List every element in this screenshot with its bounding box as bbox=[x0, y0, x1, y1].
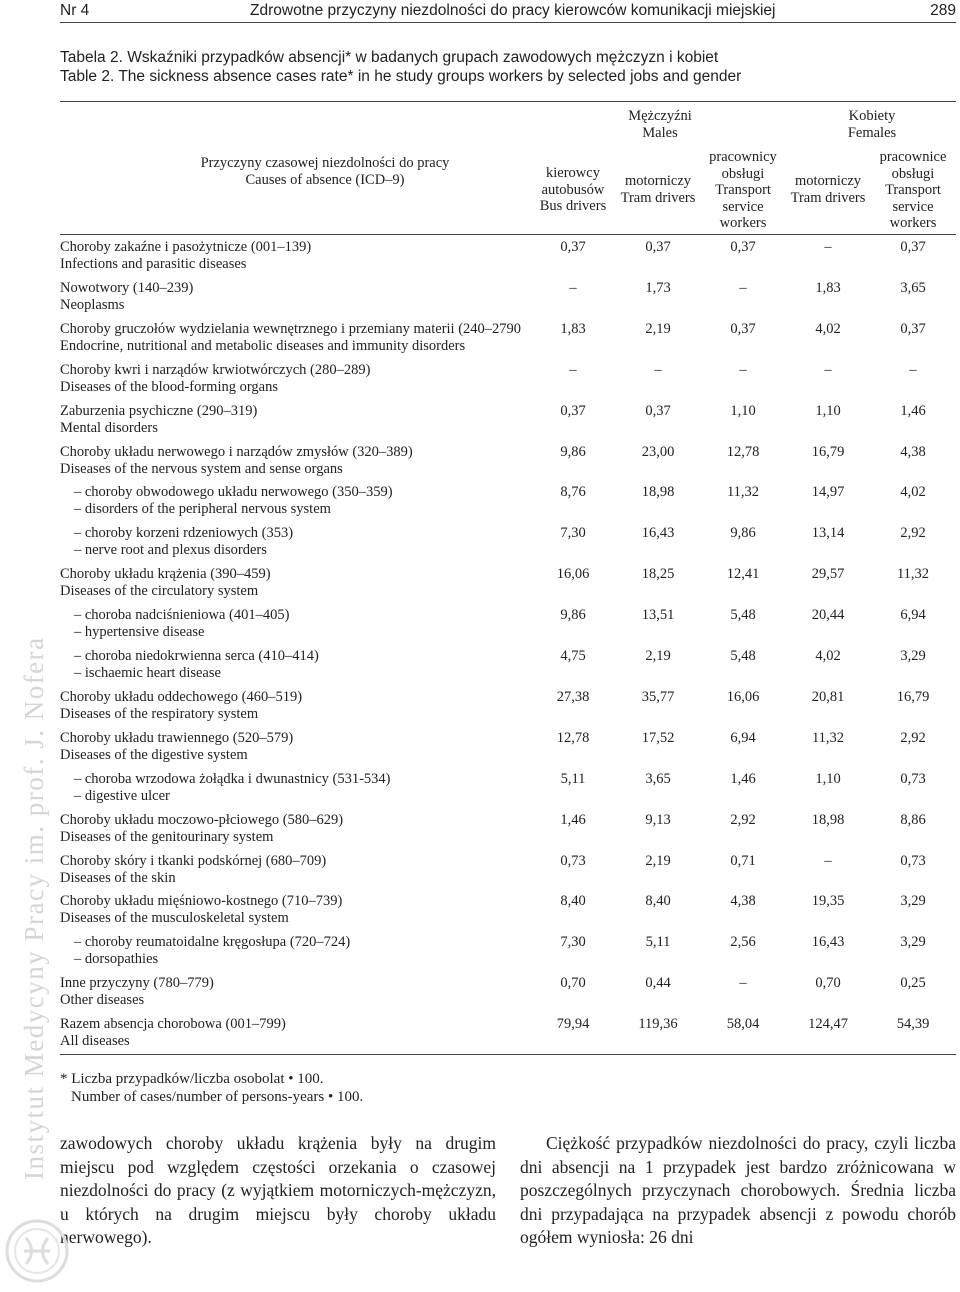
table-cell: 2,92 bbox=[900, 525, 926, 541]
table-cell: 0,70 bbox=[815, 975, 841, 991]
row-label-en: Diseases of the respiratory system bbox=[60, 705, 259, 722]
table-cell: 12,78 bbox=[726, 444, 760, 460]
row-label-en: – ischaemic heart disease bbox=[74, 664, 221, 681]
table-cell: – bbox=[739, 362, 747, 378]
row-label-pl: – choroba wrzodowa żołądka i dwunastnicy (531-534) bbox=[74, 771, 391, 787]
group-males-pl: Mężczyźni bbox=[628, 108, 692, 124]
row-label-en: Infections and parasitic diseases bbox=[60, 255, 247, 272]
table-row-label bbox=[60, 362, 540, 395]
table-cell: – bbox=[824, 362, 832, 378]
row-label-en: Diseases of the circulatory system bbox=[60, 582, 259, 599]
table-cell: 9,86 bbox=[560, 444, 586, 460]
institute-watermark bbox=[12, 590, 52, 1190]
table-cell: 1,46 bbox=[900, 403, 926, 419]
table-cell: 1,83 bbox=[560, 321, 586, 337]
table-cell: 0,37 bbox=[900, 239, 926, 255]
table-cell: 0,73 bbox=[560, 853, 586, 869]
table-cell: 17,52 bbox=[641, 730, 675, 746]
table-cell: 5,11 bbox=[645, 934, 671, 950]
table-cell: 58,04 bbox=[726, 1016, 760, 1032]
table-cell: 3,65 bbox=[645, 771, 671, 787]
row-label-pl: Nowotwory (140–239) bbox=[60, 280, 194, 296]
page-number: 289 bbox=[930, 2, 956, 19]
table-footnote bbox=[60, 1070, 363, 1106]
table-cell: 0,37 bbox=[645, 239, 671, 255]
table-cell: 0,37 bbox=[730, 239, 756, 255]
table-cell: 23,00 bbox=[641, 444, 675, 460]
column-header-line: workers bbox=[889, 215, 937, 231]
body-text-left: zawodowych choroby układu krążenia były na drugim miejscu pod względem częstości orzekania o czasowej niezdolności do pracy (z wyjątkiem motorniczych-mężczyzn, u których na drugim miejscu były choroby układu nerwowego). bbox=[60, 1133, 496, 1247]
row-label-pl: Choroby układu krążenia (390–459) bbox=[60, 566, 271, 582]
table-row-label bbox=[74, 934, 554, 967]
table-cell: 11,32 bbox=[896, 566, 930, 582]
table-cell: – bbox=[909, 362, 917, 378]
table-cell: 16,79 bbox=[896, 689, 930, 705]
table-cell: 0,73 bbox=[900, 771, 926, 787]
table-cell: 1,73 bbox=[645, 280, 671, 296]
table-cell: 9,13 bbox=[645, 812, 671, 828]
row-label-en: Other diseases bbox=[60, 991, 145, 1008]
row-label-pl: Zaburzenia psychiczne (290–319) bbox=[60, 403, 258, 419]
table-row-label bbox=[60, 730, 540, 763]
table-cell: 16,06 bbox=[726, 689, 760, 705]
row-label-pl: – choroba niedokrwienna serca (410–414) bbox=[74, 648, 319, 664]
column-header-line: service bbox=[722, 198, 764, 215]
table-cell: 18,98 bbox=[811, 812, 845, 828]
table-cell: 7,30 bbox=[560, 525, 586, 541]
table-cell: 2,92 bbox=[900, 730, 926, 746]
table-row-label bbox=[74, 525, 554, 558]
group-header-males bbox=[610, 108, 710, 141]
table-cell: 5,48 bbox=[730, 607, 756, 623]
column-header-line: pracownicy bbox=[709, 149, 777, 165]
table-cell: 0,37 bbox=[560, 403, 586, 419]
row-label-pl: Choroby gruczołów wydzielania wewnętrznego i przemiany materii (240–2790 bbox=[60, 321, 522, 337]
table-cell: 1,10 bbox=[730, 403, 756, 419]
table-cell: 9,86 bbox=[560, 607, 586, 623]
table-cell: 119,36 bbox=[638, 1016, 678, 1032]
column-header-line: obsługi bbox=[891, 165, 935, 182]
column-header-line: motorniczy bbox=[794, 173, 862, 189]
table-row-label bbox=[60, 321, 540, 354]
column-header-5 bbox=[863, 149, 960, 232]
caption-en: Table 2. The sickness absence cases rate* in he study groups workers by selected jobs and gender bbox=[60, 68, 742, 85]
column-header-line: autobusów bbox=[541, 181, 605, 198]
row-label-pl: – choroba nadciśnieniowa (401–405) bbox=[74, 607, 290, 623]
body-text-right: Ciężkość przypadków niezdolności do pracy, czyli liczba dni absencji na 1 przypadek jest bardzo zróżnicowana w poszczególnych przyczynach chorobowych. Średnia liczba dni przypadająca na przypadek absencji z powodu chorób ogółem wyniosła: 26 dni bbox=[520, 1133, 956, 1247]
row-label-en: – disorders of the peripheral nervous system bbox=[74, 500, 331, 517]
table-cell: 1,46 bbox=[560, 812, 586, 828]
table-cell: 8,76 bbox=[560, 484, 586, 500]
table-cell: – bbox=[739, 280, 747, 296]
table-cell: 8,86 bbox=[900, 812, 926, 828]
footnote-en: Number of cases/number of persons-years • 100. bbox=[71, 1089, 364, 1105]
table-cell: – bbox=[739, 975, 747, 991]
row-label-en: Diseases of the digestive system bbox=[60, 746, 248, 763]
table-row-label bbox=[60, 853, 540, 886]
table-cell: – bbox=[569, 280, 577, 296]
row-label-pl: Razem absencja chorobowa (001–799) bbox=[60, 1016, 286, 1032]
row-label-en: – dorsopathies bbox=[74, 950, 159, 967]
watermark-text: Instytut Medycyny Pracy im. prof. J. Nofera bbox=[19, 636, 49, 1180]
table-cell: 2,19 bbox=[645, 853, 671, 869]
table-row-label bbox=[60, 689, 540, 722]
row-label-en: Diseases of the skin bbox=[60, 869, 176, 886]
table-cell: 8,40 bbox=[560, 893, 586, 909]
institute-logo-icon bbox=[4, 1218, 70, 1284]
row-label-pl: Choroby kwri i narządów krwiotwórczych (280–289) bbox=[60, 362, 371, 378]
header-rule bbox=[60, 234, 956, 235]
table-cell: 0,71 bbox=[730, 853, 756, 869]
row-label-en: – digestive ulcer bbox=[74, 787, 170, 804]
table-row-label bbox=[60, 1016, 540, 1049]
table-cell: 20,44 bbox=[811, 607, 845, 623]
table-cell: 16,06 bbox=[556, 566, 590, 582]
column-header-line: motorniczy bbox=[624, 173, 692, 189]
row-label-pl: Choroby układu moczowo-płciowego (580–629) bbox=[60, 812, 344, 828]
row-label-en: Diseases of the blood-forming organs bbox=[60, 378, 278, 395]
table-cell: 4,02 bbox=[815, 648, 841, 664]
group-males-en: Males bbox=[642, 124, 678, 141]
row-label-en: Endocrine, nutritional and metabolic diseases and immunity disorders bbox=[60, 337, 466, 354]
table-cell: 1,46 bbox=[730, 771, 756, 787]
table-cell: 5,48 bbox=[730, 648, 756, 664]
table-cell: 2,19 bbox=[645, 321, 671, 337]
table-row-label bbox=[74, 484, 554, 517]
column-header-line: Tram drivers bbox=[790, 189, 866, 206]
table-cell: 0,73 bbox=[900, 853, 926, 869]
table-row-label bbox=[74, 648, 554, 681]
table-cell: 14,97 bbox=[811, 484, 845, 500]
row-label-en: Diseases of the musculoskeletal system bbox=[60, 909, 289, 926]
table-cell: – bbox=[569, 362, 577, 378]
table-cell: 0,37 bbox=[560, 239, 586, 255]
table-cell: 27,38 bbox=[556, 689, 590, 705]
table-cell: 1,10 bbox=[815, 403, 841, 419]
table-bottom-rule bbox=[60, 1054, 956, 1055]
table-cell: 0,44 bbox=[645, 975, 671, 991]
row-label-pl: Choroby układu trawiennego (520–579) bbox=[60, 730, 294, 746]
row-label-en: Diseases of the genitourinary system bbox=[60, 828, 274, 845]
table-row-label bbox=[60, 566, 540, 599]
table-cell: 18,25 bbox=[641, 566, 675, 582]
row-header-pl: Przyczyny czasowej niezdolności do pracy bbox=[200, 155, 450, 171]
table-cell: 2,19 bbox=[645, 648, 671, 664]
table-cell: 3,29 bbox=[900, 893, 926, 909]
table-cell: 19,35 bbox=[811, 893, 845, 909]
table-cell: 9,86 bbox=[730, 525, 756, 541]
table-cell: 29,57 bbox=[811, 566, 845, 582]
table-row-label bbox=[60, 444, 540, 477]
table-row-label bbox=[60, 280, 540, 313]
table-cell: 4,02 bbox=[815, 321, 841, 337]
table-cell: 6,94 bbox=[730, 730, 756, 746]
table-cell: 124,47 bbox=[808, 1016, 848, 1032]
row-label-en: Mental disorders bbox=[60, 419, 158, 436]
table-cell: 0,37 bbox=[645, 403, 671, 419]
table-cell: 8,40 bbox=[645, 893, 671, 909]
issue-number: Nr 4 bbox=[60, 2, 90, 19]
group-females-pl: Kobiety bbox=[848, 108, 896, 124]
table-cell: 11,32 bbox=[811, 730, 845, 746]
table-cell: 1,83 bbox=[815, 280, 841, 296]
row-header-en: Causes of absence (ICD–9) bbox=[245, 171, 405, 188]
table-cell: 0,37 bbox=[900, 321, 926, 337]
table-cell: 20,81 bbox=[811, 689, 845, 705]
table-cell: 4,75 bbox=[560, 648, 586, 664]
table-cell: 4,38 bbox=[900, 444, 926, 460]
column-header-line: kierowcy bbox=[546, 165, 600, 181]
table-row-label bbox=[60, 812, 540, 845]
column-header-line: Bus drivers bbox=[539, 198, 607, 214]
table-cell: 13,51 bbox=[641, 607, 675, 623]
column-header-line: obsługi bbox=[721, 165, 765, 182]
row-label-en: – hypertensive disease bbox=[74, 623, 205, 640]
table-cell: 0,37 bbox=[730, 321, 756, 337]
table-cell: 54,39 bbox=[896, 1016, 930, 1032]
table-cell: 0,25 bbox=[900, 975, 926, 991]
column-header-line: workers bbox=[719, 215, 767, 231]
footnote-pl: * Liczba przypadków/liczba osobolat • 100. bbox=[60, 1071, 324, 1087]
table-cell: 0,70 bbox=[560, 975, 586, 991]
table-cell: 16,43 bbox=[641, 525, 675, 541]
row-label-en: Diseases of the nervous system and sense organs bbox=[60, 460, 343, 477]
column-header-line: service bbox=[892, 198, 934, 215]
running-header bbox=[60, 0, 956, 23]
running-title: Zdrowotne przyczyny niezdolności do pracy kierowców komunikacji miejskiej bbox=[250, 2, 776, 19]
table-row-label bbox=[60, 975, 540, 1008]
group-header-females bbox=[822, 108, 922, 141]
table-cell: – bbox=[654, 362, 662, 378]
table-cell: 3,65 bbox=[900, 280, 926, 296]
table-cell: 12,78 bbox=[556, 730, 590, 746]
row-label-pl: Choroby układu nerwowego i narządów zmysłów (320–389) bbox=[60, 444, 413, 460]
table-row-label bbox=[74, 771, 554, 804]
table-cell: 2,92 bbox=[730, 812, 756, 828]
column-header-line: pracownice bbox=[879, 149, 947, 165]
table-cell: 1,10 bbox=[815, 771, 841, 787]
table-cell: 79,94 bbox=[556, 1016, 590, 1032]
table-row-label bbox=[74, 607, 554, 640]
table-row-label bbox=[60, 403, 540, 436]
table-cell: 16,79 bbox=[811, 444, 845, 460]
table-cell: – bbox=[824, 853, 832, 869]
table-row-label bbox=[60, 893, 540, 926]
table-cell: 2,56 bbox=[730, 934, 756, 950]
group-females-en: Females bbox=[847, 124, 897, 141]
column-header-line: Tram drivers bbox=[620, 189, 696, 206]
table-cell: 7,30 bbox=[560, 934, 586, 950]
table-caption bbox=[60, 48, 940, 86]
table-cell: 4,38 bbox=[730, 893, 756, 909]
table-cell: 5,11 bbox=[560, 771, 586, 787]
table-cell: 11,32 bbox=[726, 484, 760, 500]
row-label-en: – nerve root and plexus disorders bbox=[74, 541, 267, 558]
row-label-pl: Choroby układu mięśniowo-kostnego (710–739) bbox=[60, 893, 343, 909]
table-cell: 3,29 bbox=[900, 934, 926, 950]
table-cell: 16,43 bbox=[811, 934, 845, 950]
table-row-label bbox=[60, 239, 540, 272]
table-cell: – bbox=[824, 239, 832, 255]
row-label-pl: – choroby reumatoidalne kręgosłupa (720–724) bbox=[74, 934, 351, 950]
row-label-pl: Choroby skóry i tkanki podskórnej (680–709) bbox=[60, 853, 327, 869]
row-label-en: Neoplasms bbox=[60, 296, 125, 313]
row-label-pl: Choroby zakaźne i pasożytnicze (001–139) bbox=[60, 239, 312, 255]
column-header-line: Transport bbox=[715, 182, 771, 198]
table-cell: 35,77 bbox=[641, 689, 675, 705]
row-label-en: All diseases bbox=[60, 1032, 130, 1049]
row-label-pl: – choroby obwodowego układu nerwowego (350–359) bbox=[74, 484, 393, 500]
column-header-line: Transport bbox=[885, 182, 941, 198]
caption-pl: Tabela 2. Wskaźniki przypadków absencji* w badanych grupach zawodowych mężczyzn i kobiet bbox=[60, 49, 719, 66]
row-label-pl: Inne przyczyny (780–779) bbox=[60, 975, 214, 991]
table-top-rule bbox=[60, 101, 956, 102]
table-cell: 4,02 bbox=[900, 484, 926, 500]
table-cell: 6,94 bbox=[900, 607, 926, 623]
row-label-pl: – choroby korzeni rdzeniowych (353) bbox=[74, 525, 294, 541]
table-cell: 13,14 bbox=[811, 525, 845, 541]
row-label-pl: Choroby układu oddechowego (460–519) bbox=[60, 689, 303, 705]
table-cell: 18,98 bbox=[641, 484, 675, 500]
table-cell: 12,41 bbox=[726, 566, 760, 582]
table-cell: 3,29 bbox=[900, 648, 926, 664]
row-header bbox=[170, 155, 480, 188]
